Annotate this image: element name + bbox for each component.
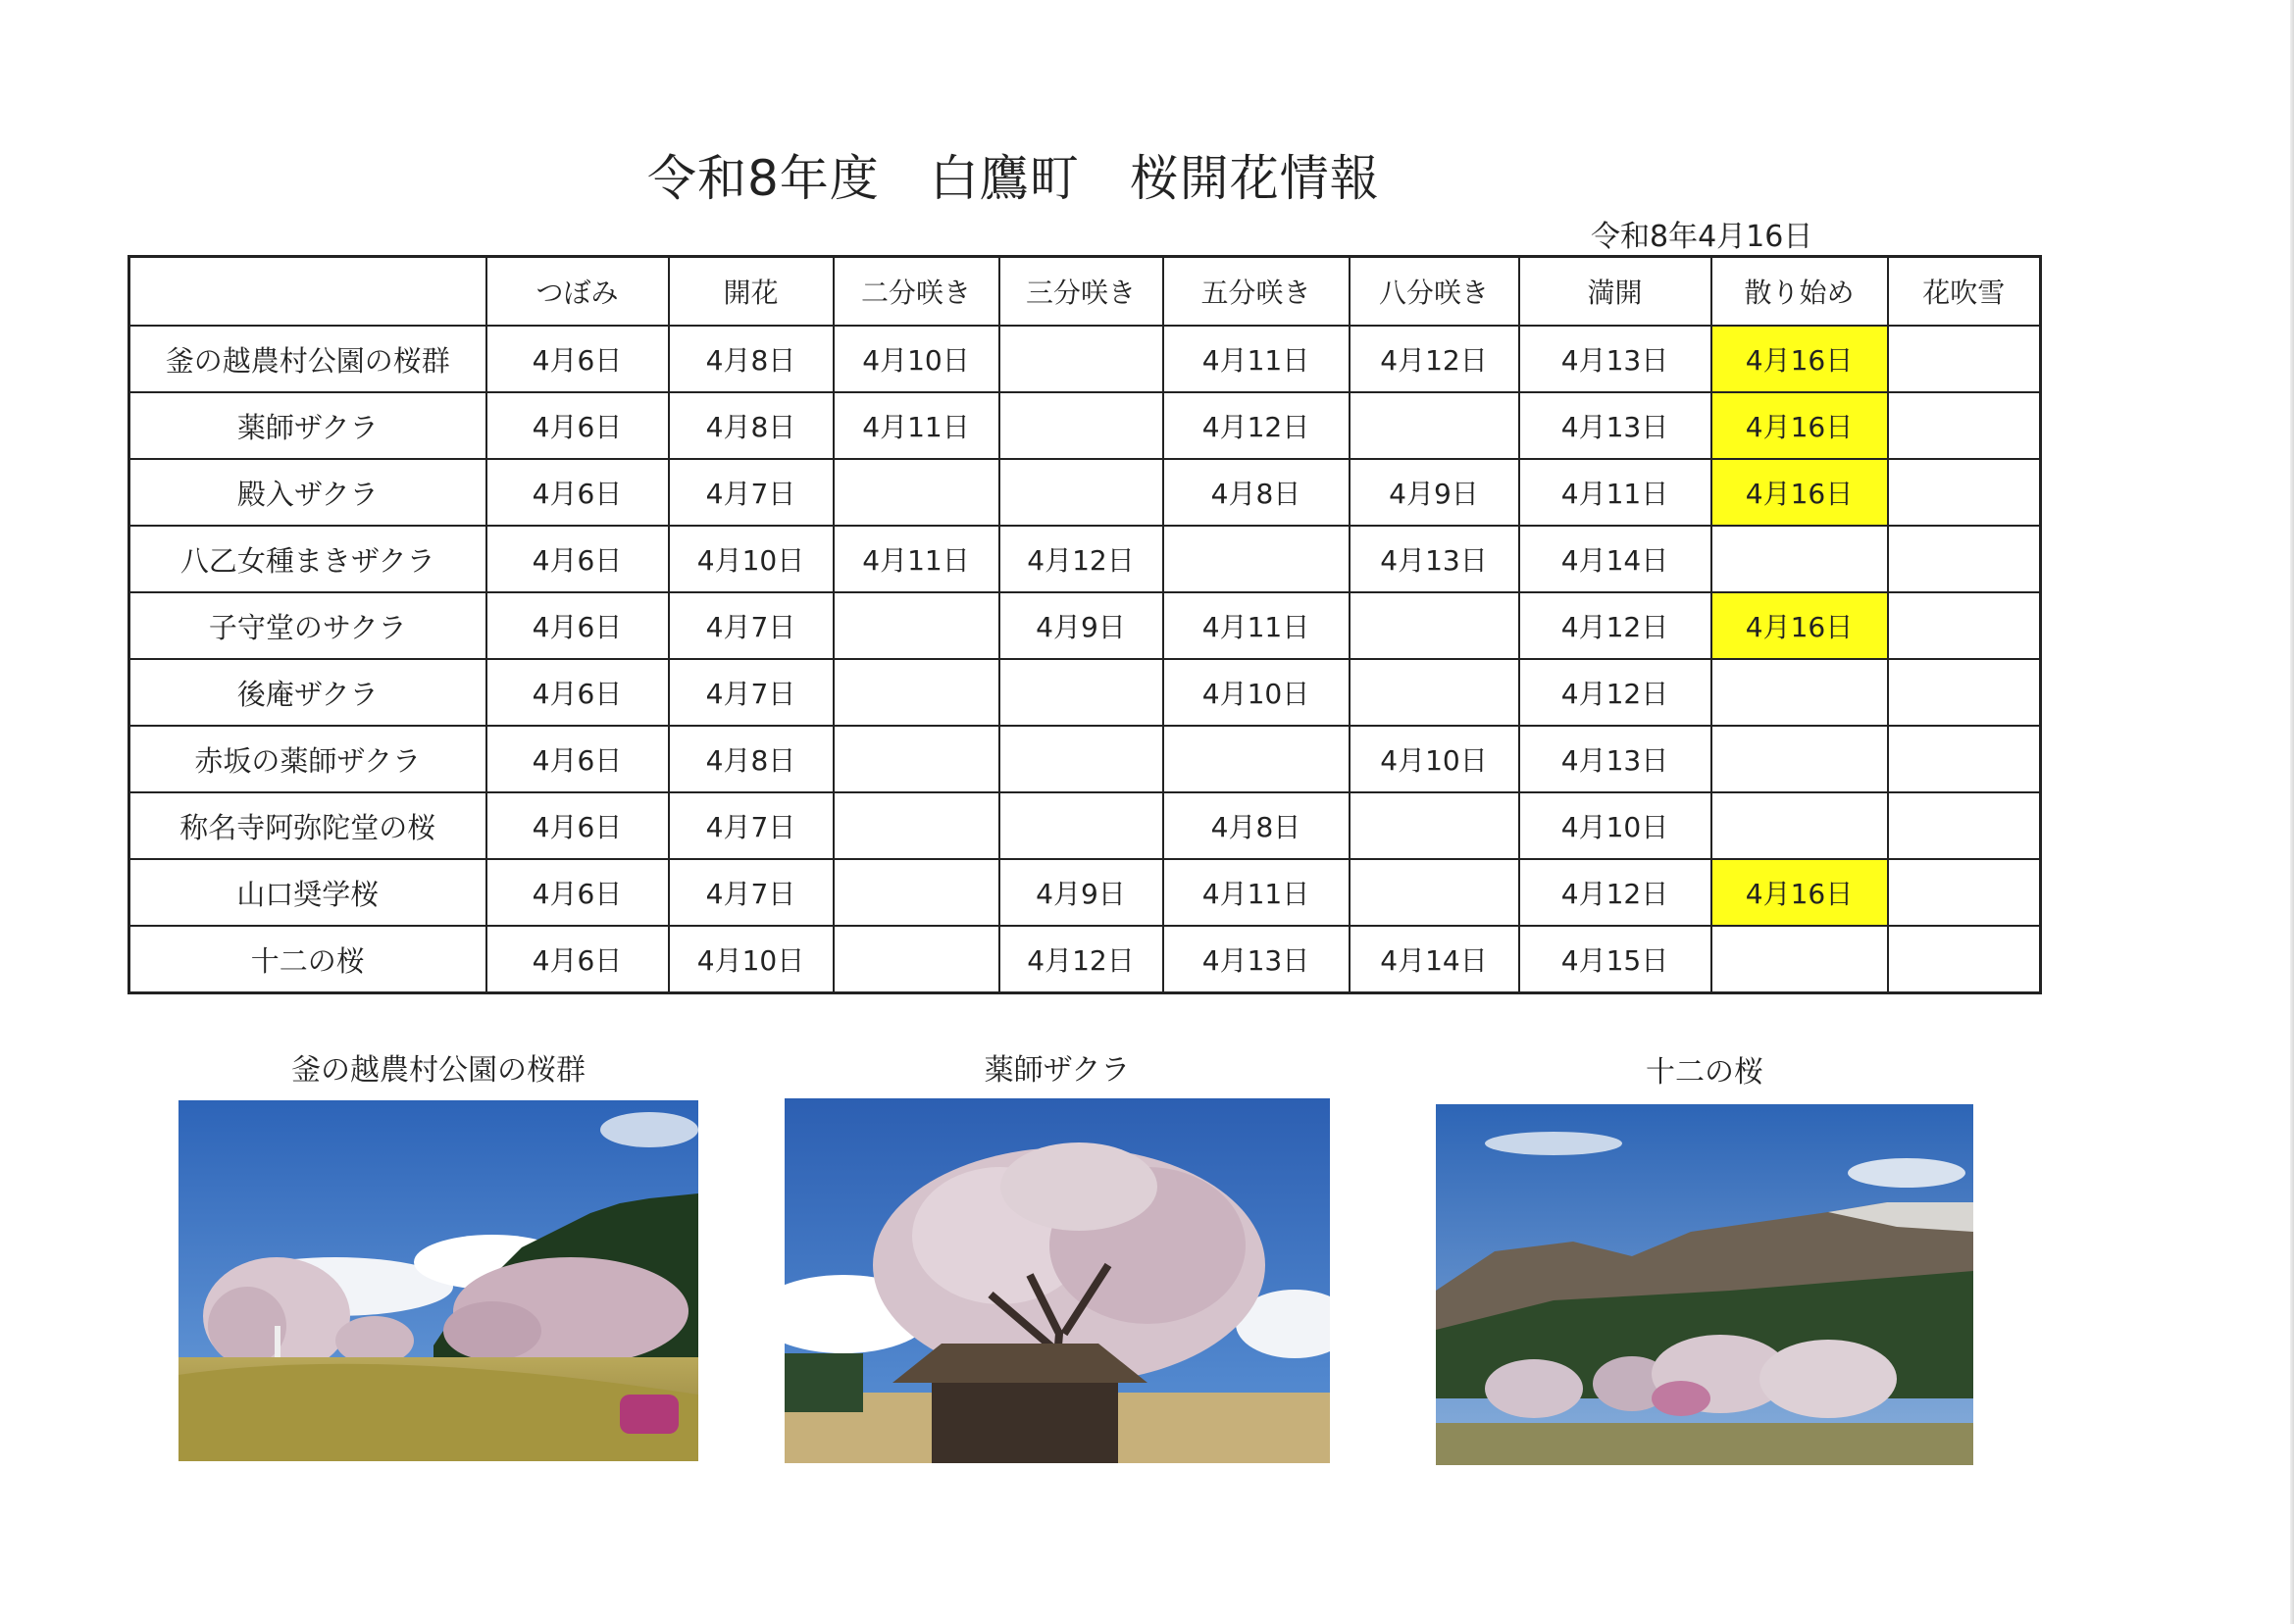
date-cell: 4月12日 [1519,659,1711,726]
date-cell [1888,326,2041,392]
date-cell: 4月13日 [1519,392,1711,459]
table-row [129,792,2041,859]
date-cell [834,592,999,659]
date-cell: 4月16日 [1711,592,1888,659]
photo-yakushi [785,1098,1330,1463]
date-cell: 4月7日 [669,792,834,859]
date-cell [1888,792,2041,859]
date-cell: 4月10日 [1350,726,1519,792]
header-cell: 五分咲き [1163,257,1350,327]
date-cell: 4月8日 [669,392,834,459]
header-cell: 二分咲き [834,257,999,327]
date-cell: 4月6日 [486,859,669,926]
date-cell: 4月11日 [1163,592,1350,659]
date-cell [1350,392,1519,459]
photo-juni [1436,1104,1973,1465]
date-cell: 4月13日 [1350,526,1519,592]
date-cell: 4月9日 [999,592,1163,659]
date-cell: 4月12日 [1163,392,1350,459]
date-cell: 4月6日 [486,326,669,392]
date-cell: 4月13日 [1519,326,1711,392]
site-name-cell: 山口奨学桜 [129,859,486,926]
bloom-table [127,255,2042,994]
date-cell [834,659,999,726]
site-name-cell: 称名寺阿弥陀堂の桜 [129,792,486,859]
date-cell: 4月6日 [486,526,669,592]
date-cell: 4月9日 [999,859,1163,926]
site-name-cell: 釜の越農村公園の桜群 [129,326,486,392]
date-cell: 4月12日 [999,526,1163,592]
date-cell [1888,459,2041,526]
table-row [129,526,2041,592]
date-cell: 4月11日 [1519,459,1711,526]
date-cell [1888,859,2041,926]
date-cell [1888,592,2041,659]
table-row [129,592,2041,659]
date-cell [834,792,999,859]
date-cell: 4月6日 [486,792,669,859]
date-cell: 4月7日 [669,459,834,526]
date-cell [1163,526,1350,592]
date-cell: 4月10日 [669,926,834,993]
date-cell: 4月12日 [1350,326,1519,392]
date-cell: 4月6日 [486,726,669,792]
date-cell: 4月14日 [1519,526,1711,592]
date-cell [834,926,999,993]
scan-edge [2290,0,2294,1624]
table-row [129,326,2041,392]
date-cell [1350,592,1519,659]
date-cell: 4月7日 [669,659,834,726]
photo-caption: 薬師ザクラ [984,1053,1131,1088]
date-cell: 4月16日 [1711,326,1888,392]
date-cell: 4月13日 [1163,926,1350,993]
date-cell: 4月11日 [834,392,999,459]
site-name-cell: 殿入ザクラ [129,459,486,526]
page-title: 令和8年度 白鷹町 桜開花情報 [647,150,1380,207]
date-cell [1711,659,1888,726]
date-cell: 4月12日 [1519,592,1711,659]
date-cell [1711,926,1888,993]
date-cell: 4月16日 [1711,859,1888,926]
date-cell [1888,526,2041,592]
date-cell [834,459,999,526]
date-cell [999,326,1163,392]
date-cell: 4月16日 [1711,459,1888,526]
date-cell: 4月11日 [1163,859,1350,926]
date-cell: 4月8日 [1163,792,1350,859]
date-cell: 4月7日 [669,592,834,659]
header-cell: 満開 [1519,257,1711,327]
table-row [129,926,2041,993]
table-row [129,726,2041,792]
date-cell: 4月8日 [1163,459,1350,526]
photo-kamanokoshi [178,1100,698,1461]
date-cell: 4月15日 [1519,926,1711,993]
header-cell [129,257,486,327]
date-cell: 4月11日 [834,526,999,592]
table-header-row [129,257,2041,327]
table-row [129,392,2041,459]
date-cell: 4月12日 [1519,859,1711,926]
date-cell [999,792,1163,859]
date-cell: 4月9日 [1350,459,1519,526]
photo-caption: 十二の桜 [1646,1055,1763,1090]
date-cell: 4月10日 [1163,659,1350,726]
date-cell: 4月10日 [669,526,834,592]
date-cell: 4月14日 [1350,926,1519,993]
site-name-cell: 十二の桜 [129,926,486,993]
date-cell: 4月8日 [669,326,834,392]
date-cell [1888,926,2041,993]
header-cell: 三分咲き [999,257,1163,327]
date-cell [1711,792,1888,859]
table-row [129,659,2041,726]
date-cell [1711,526,1888,592]
date-cell [1888,392,2041,459]
site-name-cell: 薬師ザクラ [129,392,486,459]
site-name-cell: 後庵ザクラ [129,659,486,726]
date-cell: 4月13日 [1519,726,1711,792]
header-cell: つぼみ [486,257,669,327]
report-date: 令和8年4月16日 [1591,220,1813,254]
site-name-cell: 赤坂の薬師ザクラ [129,726,486,792]
date-cell [999,659,1163,726]
table-row [129,859,2041,926]
table-body [129,326,2041,993]
date-cell [999,459,1163,526]
date-cell: 4月6日 [486,459,669,526]
site-name-cell: 八乙女種まきザクラ [129,526,486,592]
date-cell [1163,726,1350,792]
date-cell [999,392,1163,459]
date-cell: 4月7日 [669,859,834,926]
date-cell: 4月10日 [1519,792,1711,859]
date-cell [1350,792,1519,859]
date-cell: 4月12日 [999,926,1163,993]
date-cell: 4月16日 [1711,392,1888,459]
photo-caption: 釜の越農村公園の桜群 [291,1053,586,1088]
date-cell: 4月10日 [834,326,999,392]
date-cell: 4月6日 [486,392,669,459]
date-cell [999,726,1163,792]
date-cell [1350,659,1519,726]
header-cell: 八分咲き [1350,257,1519,327]
date-cell: 4月6日 [486,926,669,993]
date-cell [1888,659,2041,726]
date-cell: 4月11日 [1163,326,1350,392]
date-cell [1711,726,1888,792]
date-cell: 4月8日 [669,726,834,792]
header-cell: 散り始め [1711,257,1888,327]
header-cell: 花吹雪 [1888,257,2041,327]
table-row [129,459,2041,526]
date-cell: 4月6日 [486,592,669,659]
date-cell [834,726,999,792]
date-cell [1350,859,1519,926]
site-name-cell: 子守堂のサクラ [129,592,486,659]
date-cell: 4月6日 [486,659,669,726]
date-cell [1888,726,2041,792]
date-cell [834,859,999,926]
header-cell: 開花 [669,257,834,327]
